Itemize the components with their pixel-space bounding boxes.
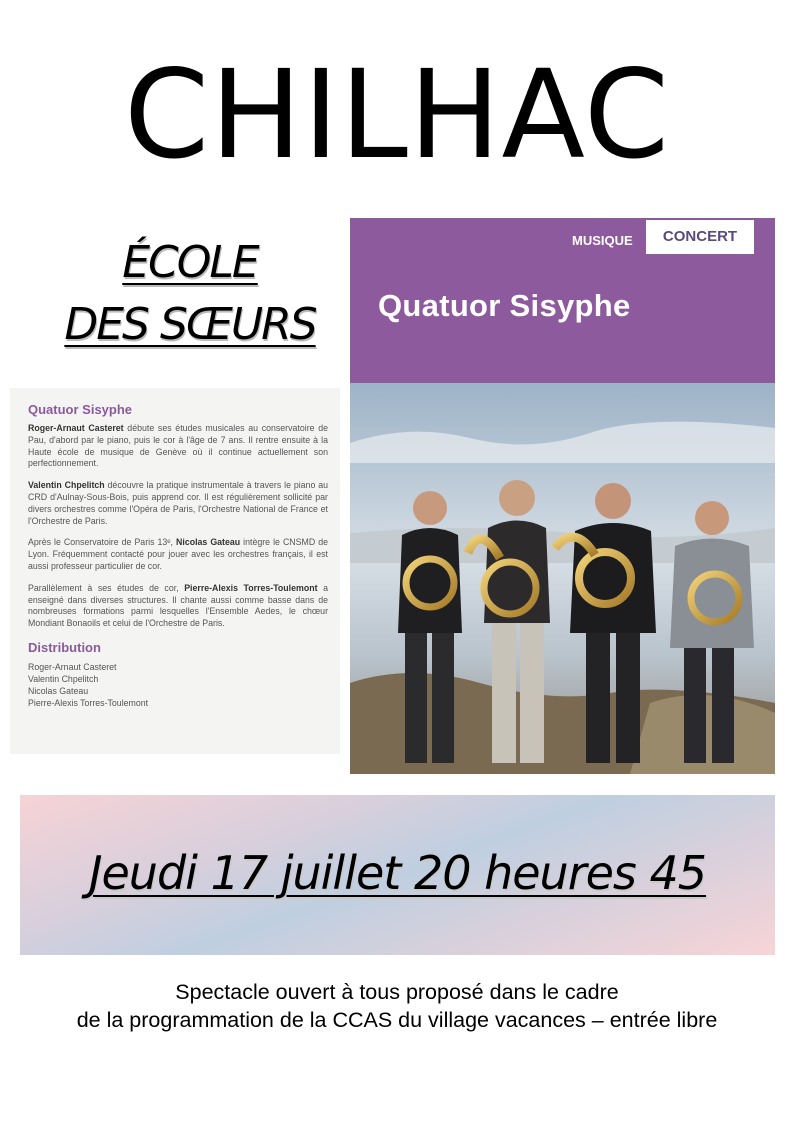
bio-text: débute ses études musicales au conservatoire de Pau, d'abord par le piano, puis le cor à l'âge de 7 ans. Il rentre ensuite à la Haute école de musique de Genève où il continue actuellement son perfectionnement. — [28, 423, 329, 469]
concert-poster — [350, 218, 775, 774]
bio-paragraph-4 — [28, 583, 328, 630]
poster-category: MUSIQUE — [572, 233, 633, 248]
quartet-photo — [350, 383, 775, 774]
bio-text-intro: Parallèlement à ses études de cor, — [28, 582, 185, 593]
article-clipping — [10, 388, 340, 754]
poster-banner — [350, 218, 775, 383]
bio-text: intègre le CNSMD de Lyon. Fréquemment contacté pour jouer avec les orchestres français, il est aussi professeur particulier de cor. — [28, 537, 329, 571]
info-line-2: de la programmation de la CCAS du village vacances – entrée libre — [76, 1008, 718, 1032]
info-line-1: Spectacle ouvert à tous proposé dans le cadre — [175, 980, 619, 1004]
event-info — [0, 978, 794, 1034]
bio-paragraph-3 — [28, 537, 328, 572]
venue-line-2: DES SŒURS — [64, 299, 316, 350]
date-banner — [20, 795, 775, 955]
musician-name: Roger-Arnaut Casteret — [28, 423, 124, 433]
venue-heading — [40, 232, 340, 356]
musician-name: Valentin Chpelitch — [28, 480, 105, 491]
distribution-heading: Distribution — [28, 639, 101, 655]
distribution-item: Roger-Arnaut Casteret — [28, 661, 117, 672]
bio-paragraph-1 — [28, 423, 328, 470]
distribution-item: Nicolas Gateau — [28, 685, 89, 696]
bio-text: a enseigné dans diverses structures. Il chante aussi comme basse dans de nombreuses formations parmi lesquelles l'Ensemble Aedes, le chœur Mondiant Bonaoils et celui de l'Orchestre de Paris. — [28, 582, 328, 629]
bio-paragraph-2 — [28, 480, 328, 527]
poster-tag: CONCERT — [646, 220, 754, 254]
bio-text-intro: Après le Conservatoire de Paris 13ᵉ, — [28, 537, 177, 548]
venue-line-1: ÉCOLE — [122, 237, 258, 288]
article-heading: Quatuor Sisyphe — [28, 402, 133, 417]
poster-title: Quatuor Sisyphe — [378, 288, 631, 323]
event-date: Jeudi 17 juillet 20 heures 45 — [88, 846, 707, 900]
musician-name: Pierre-Alexis Torres-Toulemont — [184, 582, 318, 593]
bio-text: découvre la pratique instrumentale à travers le piano au CRD d'Aulnay-Sous-Bois, puis apprend cor. Il est régulièrement sollicité par divers orchestres comme l'Opéra de Paris, l'Orchestre National de France et l'Orchestre de Paris. — [28, 480, 328, 526]
page-title: CHILHAC — [123, 44, 671, 186]
distribution-item: Valentin Chpelitch — [28, 673, 99, 684]
musician-name: Nicolas Gateau — [176, 537, 241, 548]
distribution-item: Pierre-Alexis Torres-Toulemont — [28, 697, 149, 708]
